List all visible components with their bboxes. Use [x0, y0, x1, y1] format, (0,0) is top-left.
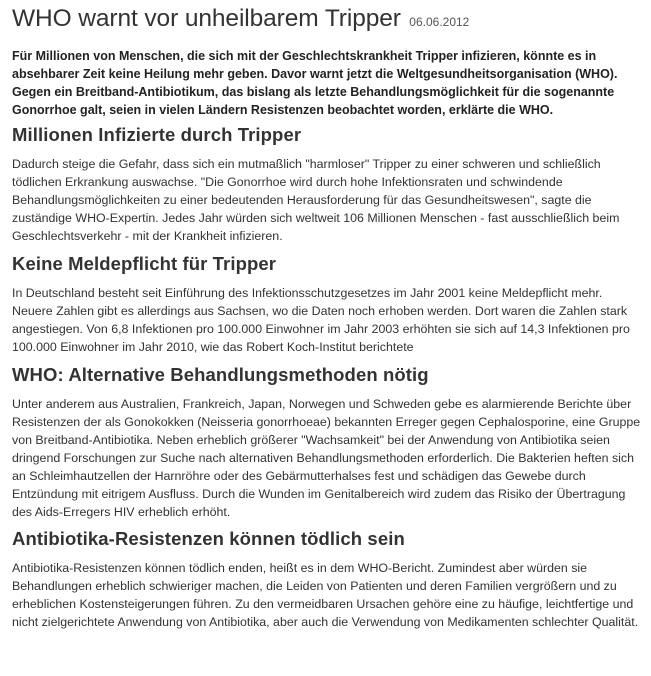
section-body: In Deutschland besteht seit Einführung des Infektionsschutzgesetzes im Jahr 2001 keine Meldepflicht mehr. Neuere Zahlen gibt es allerdings aus Sachsen, wo die Daten noch erhoben werden. Dort waren die Zahlen stark angestiegen. Von 6,8 Infektionen pro 100.000 Einwohner im Jahr 2003 erhöhten sie sich auf 14,3 Infektionen pro 100.000 Einwohner im Jahr 2010, wie das Robert Koch-Institut berichtete [12, 286, 630, 354]
section-body: Unter anderem aus Australien, Frankreich, Japan, Norwegen und Schweden gebe es alarmierende Berichte über Resistenzen der als Gonokokken (Neisseria gonorrhoeae) bekannten Erreger gegen Cephalosporine, eine Gruppe von Breitband-Antibiotika. Neben erheblich größerer "Wachsamkeit" bei der Anwendung von Antibiotika seien dringend Forschungen zur Suche nach alternativen Behandlungsmethoden erforderlich. Die Bakterien heften sich an Schleimhautzellen der Harnröhre oder des Gebärmutterhalses fest und schädigen das Gewebe durch Entzündung mit eitrigem Ausfluss. Durch die Wunden im Genitalbereich wird zudem das Risiko der Übertragung des Aids-Erregers HIV erheblich erhöht. [12, 397, 641, 519]
article-lead: Für Millionen von Menschen, die sich mit der Geschlechtskrankheit Tripper infizieren, könnte es in absehbarer Zeit keine Heilung mehr geben. Davor warnt jetzt die Weltgesundheitsorganisation (WHO). Gegen ein Breitband-Antibiotikum, das bislang als letzte Behandlungsmöglichkeit für die sogenannte Gonorrhoe galt, seien in vielen Ländern Resistenzen beobachtet worden, erklärte die WHO. [12, 49, 618, 117]
section-heading: Antibiotika-Resistenzen können tödlich sein [12, 528, 405, 549]
section-heading: Keine Meldepflicht für Tripper [12, 253, 277, 274]
article-date: 06.06.2012 [409, 15, 470, 29]
section-millionen-infizierte [12, 123, 643, 245]
article-title: WHO warnt vor unheilbarem Tripper [12, 5, 401, 32]
section-resistenzen-toedlich [12, 527, 643, 631]
section-keine-meldepflicht [12, 252, 643, 356]
section-heading: Millionen Infizierte durch Tripper [12, 124, 302, 145]
section-heading: WHO: Alternative Behandlungsmethoden nötig [12, 364, 429, 385]
section-body: Antibiotika-Resistenzen können tödlich enden, heißt es in dem WHO-Bericht. Zumindest aber würden sie Behandlungen erheblich schwieriger machen, die Leiden von Patienten und deren Familien vergrößern und zu erheblichen Kostensteigerungen führen. Zu den vermeidbaren Ursachen gehöre eine zu häufige, leichtfertige und nicht zielgerichtete Anwendung von Antibiotika, aber auch die Verwendung von Medikamenten schlechter Qualität. [12, 561, 639, 629]
article-header [12, 4, 643, 37]
section-body: Dadurch steige die Gefahr, dass sich ein mutmaßlich "harmloser" Tripper zu einer schweren und schließlich tödlichen Erkrankung auswachse. "Die Gonorrhoe wird durch hohe Infektionsraten und schwindende Behandlungsmöglichkeiten zu einer bedeutenden Herausforderung für das Gesundheitswesen", sagte die zuständige WHO-Expertin. Jedes Jahr würden sich weltweit 106 Millionen Menschen - fast ausschließlich beim Geschlechtsverkehr - mit der Krankheit infizieren. [12, 157, 620, 243]
section-alternative-behandlung [12, 363, 643, 521]
